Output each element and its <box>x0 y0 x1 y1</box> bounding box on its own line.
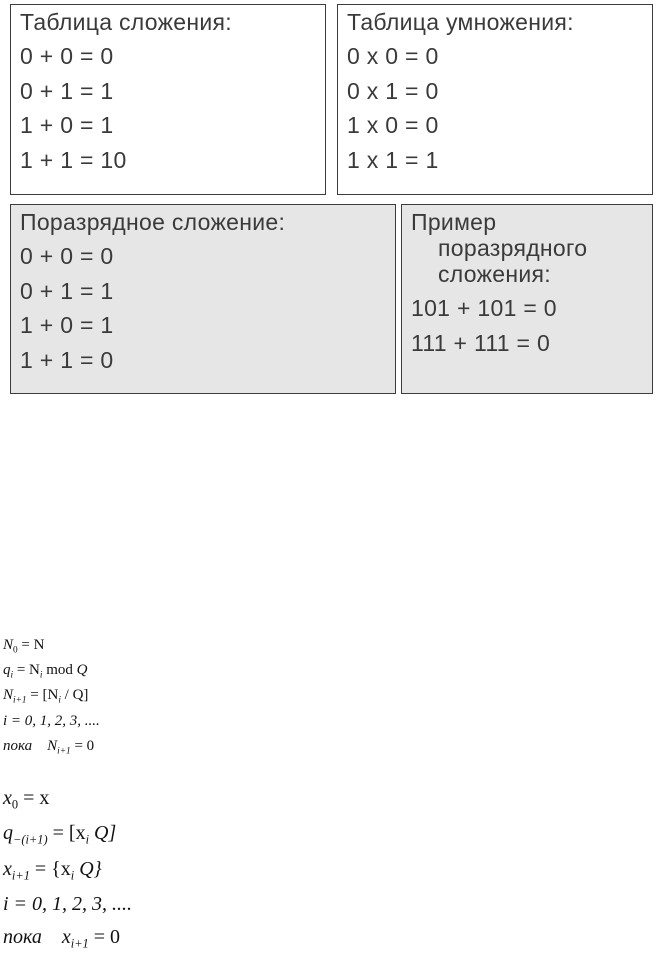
addition-line: 0 + 0 = 0 <box>20 43 114 69</box>
bitwise-addition-line: 0 + 1 = 1 <box>20 277 114 304</box>
bitwise-addition-line: 0 + 0 = 0 <box>20 243 114 269</box>
multiplication-line: 0 x 1 = 0 <box>347 77 439 104</box>
bitwise-example-title: сложения: <box>438 261 551 287</box>
bitwise-addition-line: 1 + 0 = 1 <box>20 312 114 338</box>
multiplication-table-title: Таблица умножения: <box>347 9 574 35</box>
fraction-algorithm-digit: $q_{-(i+1)} = [x_i$ Q] <box>3 822 117 847</box>
addition-table-box <box>10 4 326 195</box>
integer-algorithm-init: $N_0 = N$ <box>3 637 45 656</box>
bitwise-example-line: 111 + 111 = 0 <box>411 329 551 356</box>
integer-algorithm-until: пока $N_{i+1} = 0$ <box>3 738 95 757</box>
fraction-algorithm-index: i = 0, 1, 2, 3, .... <box>3 893 133 915</box>
bitwise-example-title: поразрядного <box>438 235 588 261</box>
multiplication-line: 1 x 1 = 1 <box>347 146 439 173</box>
integer-algorithm-remainder: $q_i = N_i$ mod Q <box>3 662 88 681</box>
addition-line: 1 + 1 = 10 <box>20 146 127 173</box>
addition-line: 1 + 0 = 1 <box>20 112 114 138</box>
bitwise-addition-line: 1 + 1 = 0 <box>20 346 114 373</box>
addition-line: 0 + 1 = 1 <box>20 77 114 104</box>
multiplication-line: 1 x 0 = 0 <box>347 112 439 138</box>
fraction-algorithm-next: $x_{i+1} = \{x_i$ Q} <box>3 858 102 883</box>
bitwise-addition-box <box>10 204 396 394</box>
bitwise-addition-title: Поразрядное сложение: <box>20 209 286 235</box>
integer-algorithm-next: $N_{i+1} = [N_i / Q]$ <box>3 687 89 706</box>
fraction-algorithm-init: $x_0 = x$ <box>3 787 50 812</box>
bitwise-example-line: 101 + 101 = 0 <box>411 295 557 321</box>
integer-algorithm-index: i = 0, 1, 2, 3, .... <box>3 713 100 729</box>
addition-table-title: Таблица сложения: <box>20 9 232 35</box>
bitwise-example-box <box>401 204 653 394</box>
multiplication-line: 0 x 0 = 0 <box>347 43 439 69</box>
bitwise-example-title: Пример <box>411 209 497 235</box>
fraction-algorithm-until: пока $x_{i+1} = 0$ <box>3 926 121 951</box>
multiplication-table-box <box>337 4 653 195</box>
